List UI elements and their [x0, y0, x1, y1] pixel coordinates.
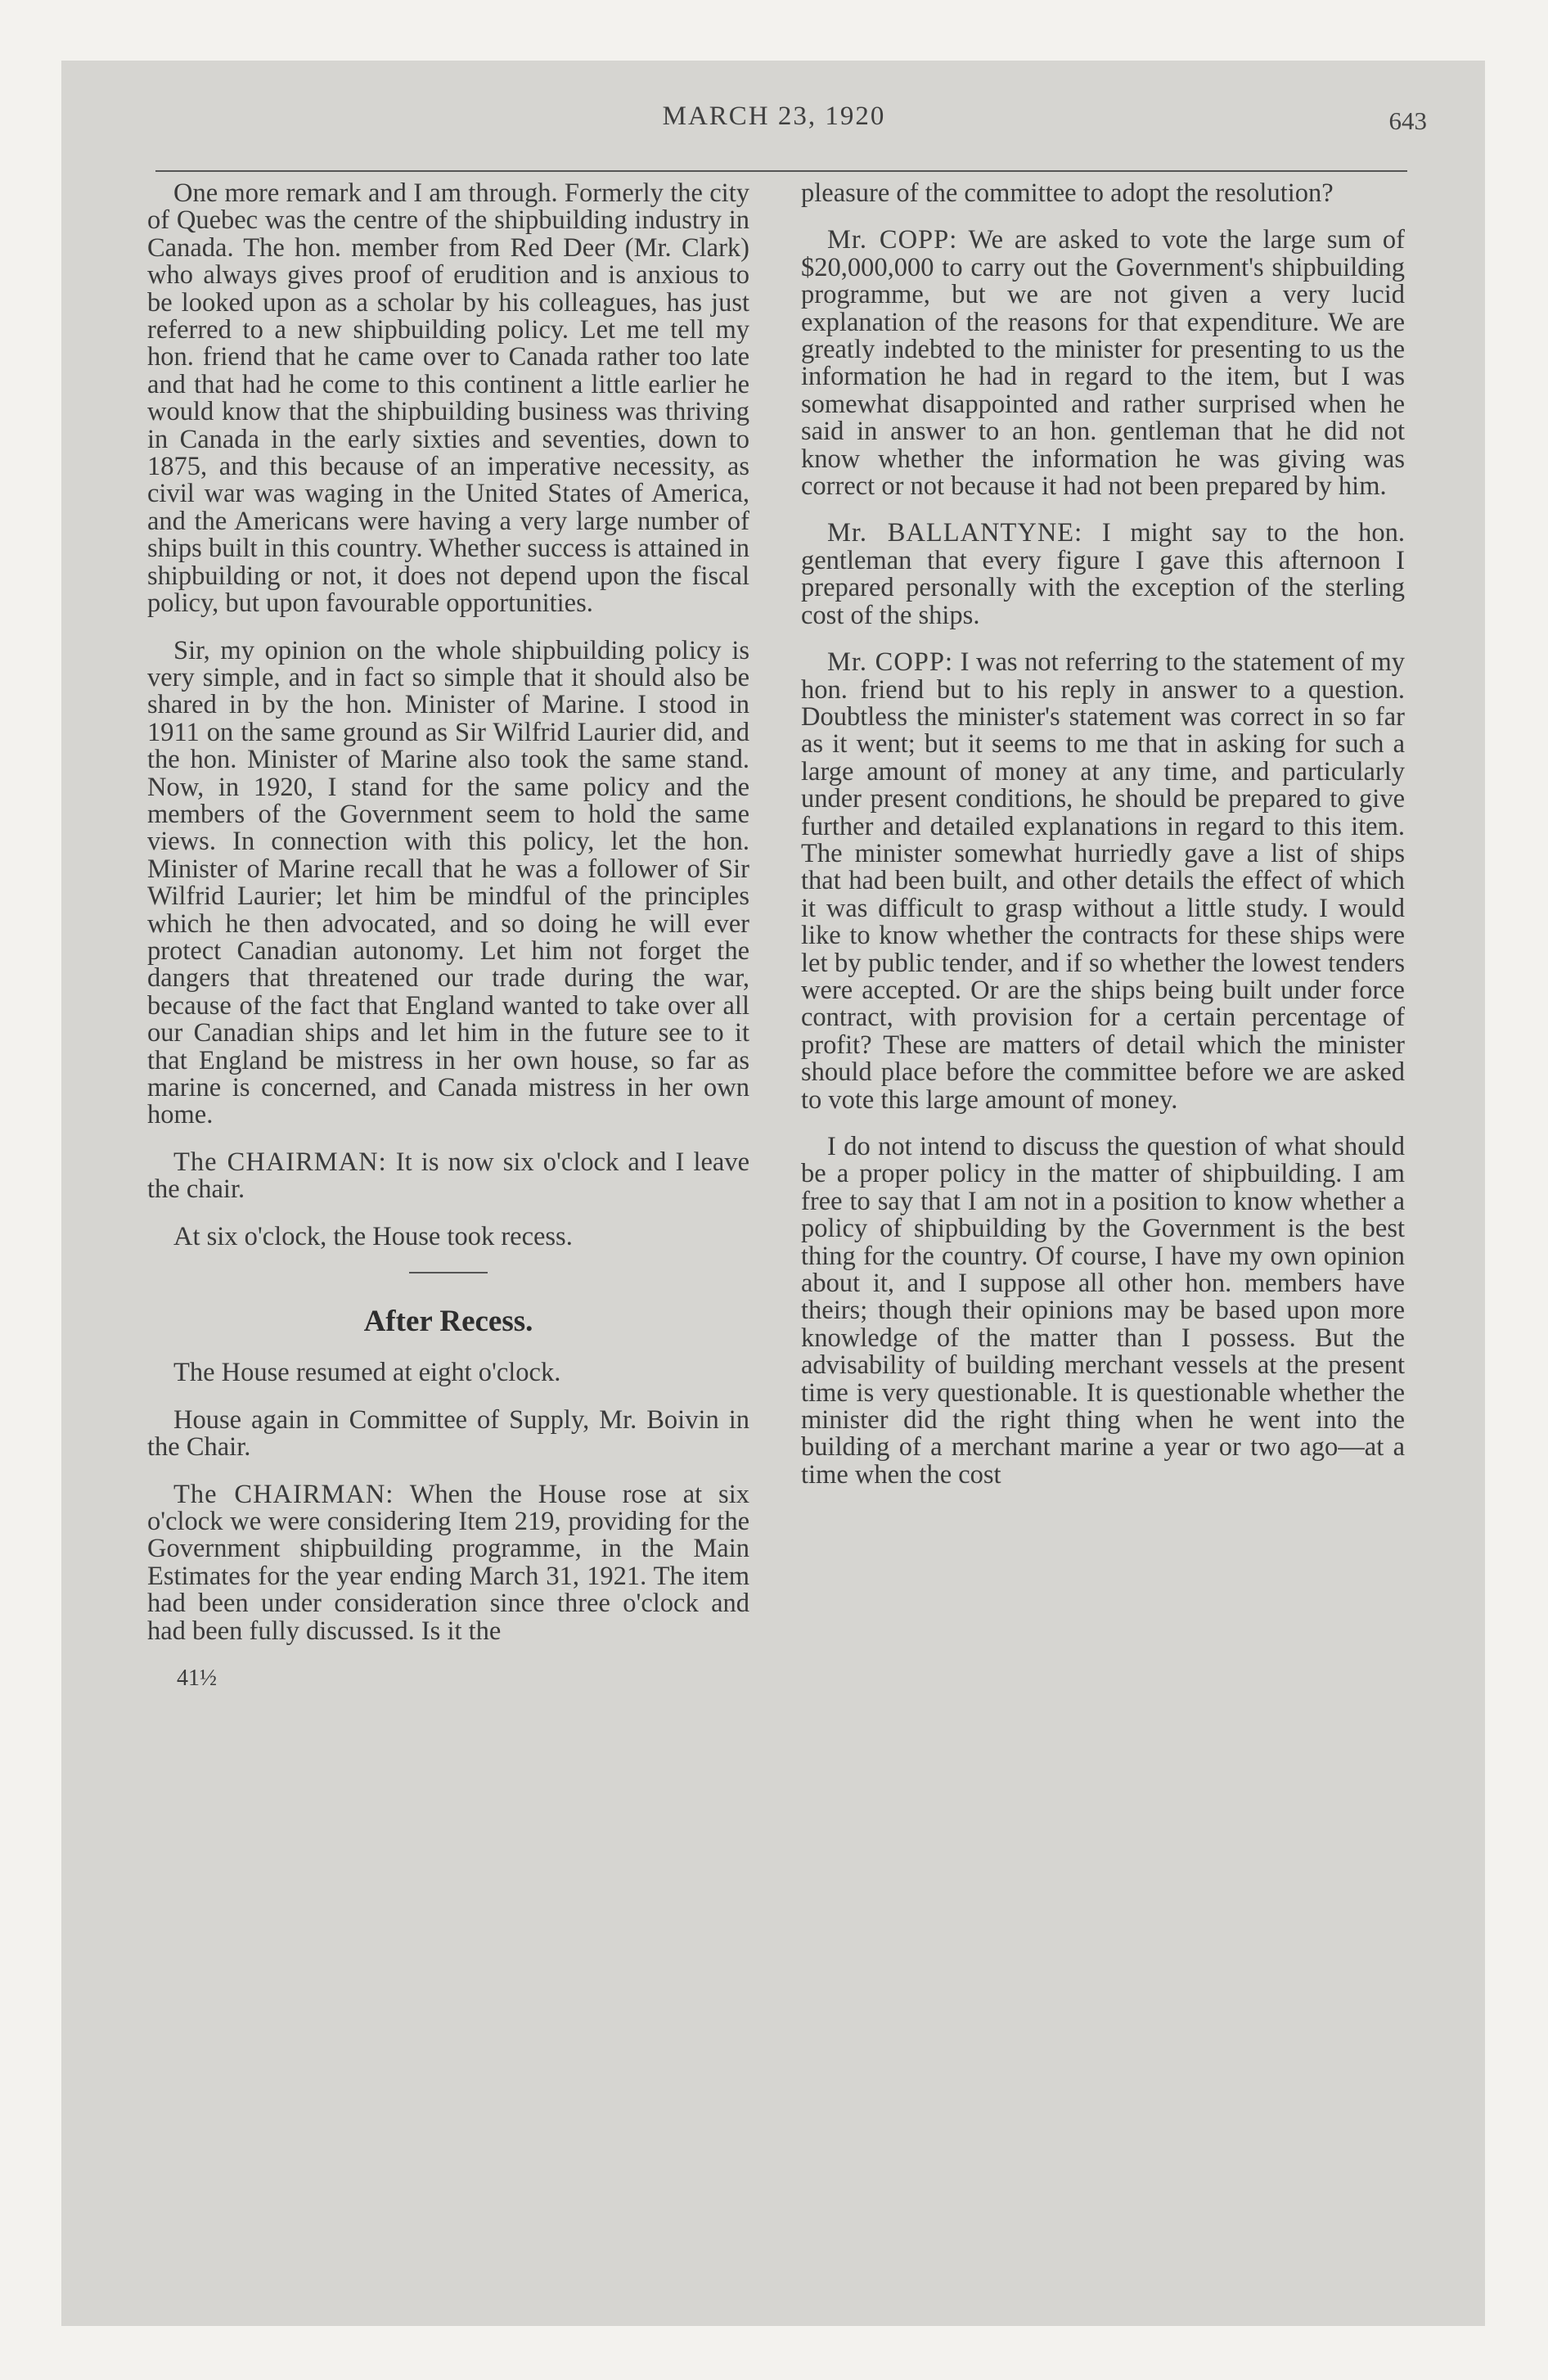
- page-header: [121, 101, 1427, 134]
- header-rule: [155, 170, 1407, 172]
- folio-mark: 41½: [177, 1666, 217, 1692]
- right-paragraph-5: I do not intend to discuss the question of what should be a proper policy in the matter of shipbuilding. I am free to say that I am not in a position to know whether a policy of shipbuilding by the Government is the best thing for the country. Of course, I have my own opinion about it, and I suppose all other hon. members have theirs; though their opinions may be based upon more knowledge of the matter than I possess. But the advisability of building merchant vessels at the present time is very questionable. It is questionable whether the minister did the right thing when he went into the building of a merchant marine a year or two ago—at a time when the cost: [801, 1132, 1405, 1490]
- speech-text: We are asked to vote the large sum of $20,000,000 to carry out the Government's shipbuilding programme, but we are not given a very lucid explanation of the reasons for that expenditure. We are greatly indebted to the minister for presenting to us the information he had in regard to the item, but I was somewhat disappointed and rather surprised when he said in answer to an hon. gentleman that he did not know whether the information he was giving was correct or not because it had not been prepared by him.: [801, 225, 1405, 502]
- left-paragraph-4: At six o'clock, the House took recess.: [173, 1221, 573, 1251]
- speech-text: I was not referring to the statement of my hon. friend but to his reply in answer to a question. Doubtless the minister's statement was correct in so far as it went; but it seems to me that in asking for such a large amount of money at any time, and particularly under present conditions, he should be prepared to give further and detailed explanations in regard to this item. The minister somewhat hurriedly gave a list of ships that had been built, and other details the effect of which it was difficult to grasp without a little study. I would like to know whether the contracts for these ships were let by public tender, and if so whether the lowest tenders were accepted. Or are the ships being built under force contract, with provision for a certain percentage of profit? These are matters of detail which the minister should place before the committee before we are asked to vote this large amount of money.: [801, 647, 1405, 1115]
- page-date: MARCH 23, 1920: [662, 101, 886, 131]
- left-paragraph-6: House again in Committee of Supply, Mr. Boivin in the Chair.: [147, 1404, 749, 1463]
- speaker-name: The CHAIRMAN:: [173, 1479, 394, 1509]
- left-column: [147, 180, 749, 1693]
- left-paragraph-7: [147, 1481, 749, 1645]
- speaker-name: Mr. BALLANTYNE:: [827, 518, 1083, 548]
- speaker-name: Mr. COPP:: [827, 647, 953, 678]
- left-paragraph-5: The House resumed at eight o'clock.: [173, 1358, 561, 1388]
- left-paragraph-3: [147, 1149, 749, 1204]
- section-divider: [409, 1272, 488, 1273]
- left-paragraph-1: One more remark and I am through. Formerly the city of Quebec was the centre of the shipbuilding industry in Canada. The hon. member from Red Deer (Mr. Clark) who always gives proof of erudition and is anxious to be looked upon as a scholar by his colleagues, has just referred to a new shipbuilding policy. Let me tell my hon. friend that he came over to Canada rather too late and that had he come to this continent a little earlier he would know that the shipbuilding business was thriving in Canada in the early sixties and seventies, down to 1875, and this because of an imperative necessity, as civil war was waging in the United States of America, and the Americans were having a very large number of ships built in this country. Whether success is attained in shipbuilding or not, it does not depend upon the fiscal policy, but upon favourable opportunities.: [147, 178, 749, 619]
- left-paragraph-2: Sir, my opinion on the whole shipbuilding policy is very simple, and in fact so simple that it should also be shared in by the hon. Minister of Marine. I stood in 1911 on the same ground as Sir Wilfrid Laurier did, and the hon. Minister of Marine also took the same stand. Now, in 1920, I stand for the same policy and the members of the Government seem to hold the same views. In connection with this policy, let the hon. Minister of Marine recall that he was a follower of Sir Wilfrid Laurier; let him be mindful of the principles which he then advocated, and so doing he will ever protect Canadian autonomy. Let him not forget the dangers that threatened our trade during the war, because of the fact that England wanted to take over all our Canadian ships and let him in the future see to it that England be mistress in her own house, so far as marine is concerned, and Canada mistress in her own home.: [147, 635, 749, 1130]
- speaker-name: Mr. COPP:: [827, 225, 958, 255]
- right-paragraph-3: [801, 520, 1405, 629]
- right-paragraph-2: [801, 227, 1405, 500]
- right-paragraph-4: [801, 649, 1405, 1114]
- speech-text: When the House rose at six o'clock we were considering Item 219, providing for the Government shipbuilding programme, in the Main Estimates for the year ending March 31, 1921. The item had been under consideration since three o'clock and had been fully discussed. Is it the: [147, 1479, 749, 1646]
- section-heading: After Recess.: [363, 1305, 533, 1339]
- right-column: [801, 180, 1405, 1508]
- speaker-name: The CHAIRMAN:: [173, 1147, 387, 1177]
- speech-text: I might say to the hon. gentleman that every figure I gave this afternoon I prepared personally with the exception of the sterling cost of the ships.: [801, 518, 1406, 630]
- page-number: 643: [1388, 106, 1427, 135]
- speech-text: It is now six o'clock and I leave the chair.: [147, 1147, 749, 1205]
- right-paragraph-1: pleasure of the committee to adopt the resolution?: [801, 178, 1334, 208]
